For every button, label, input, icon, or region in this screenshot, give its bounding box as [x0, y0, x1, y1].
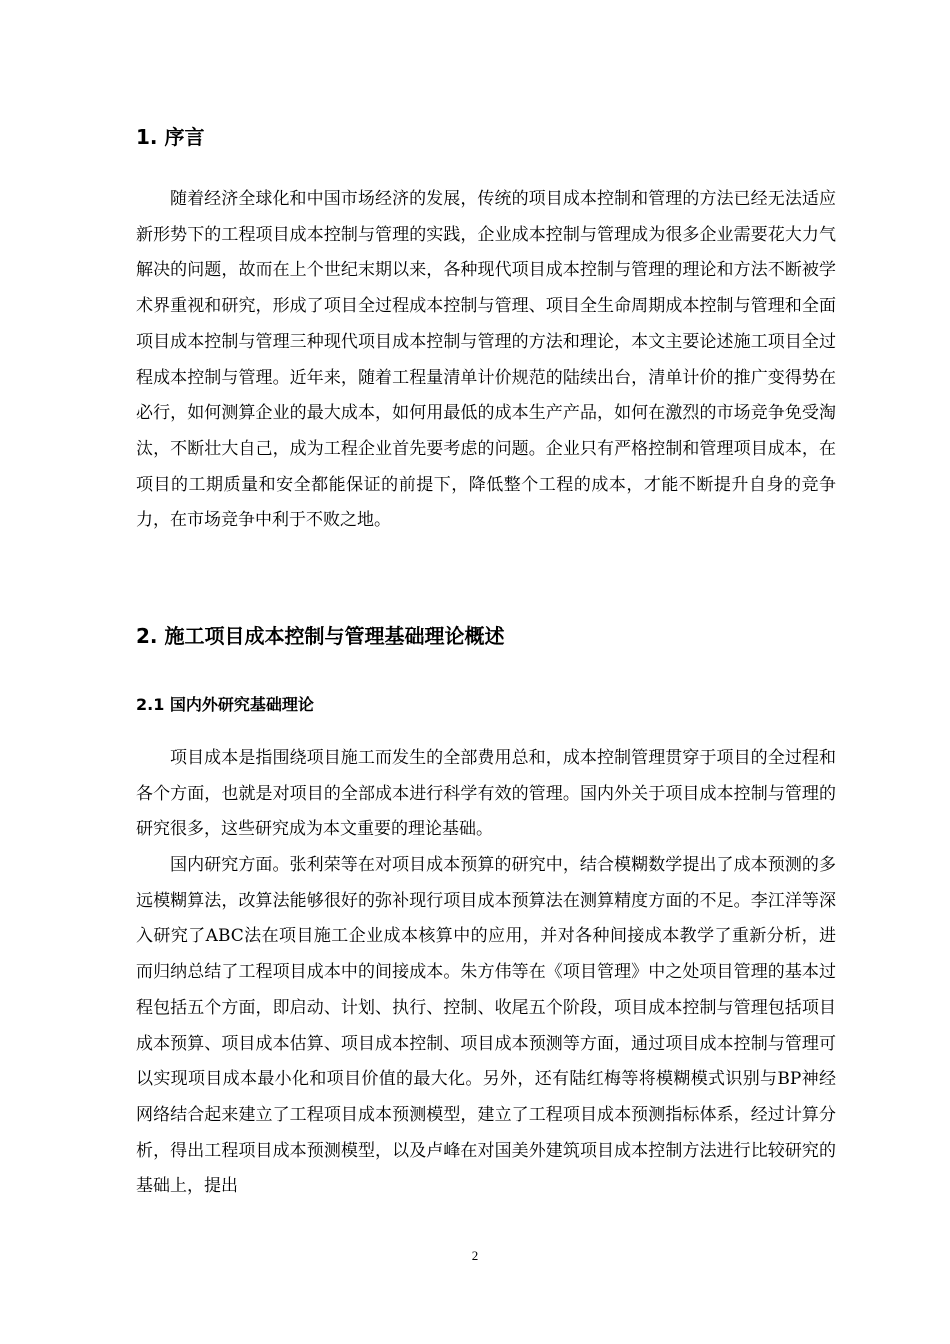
paragraph-project-cost-definition: 项目成本是指围绕项目施工而发生的全部费用总和，成本控制管理贯穿于项目的全过程和各个方面，也就是对项目的全部成本进行科学有效的管理。国内外关于项目成本控制与管理的研究很多，这些研究成为本文重要的理论基础。 — [136, 748, 836, 840]
paragraph-preface: 随着经济全球化和中国市场经济的发展，传统的项目成本控制和管理的方法已经无法适应新形势下的工程项目成本控制与管理的实践，企业成本控制与管理成为很多企业需要花大力气解决的问题，故而在上个世纪末期以来，各种现代项目成本控制与管理的理论和方法不断被学术界重视和研究，形成了项目全过程成本控制与管理、项目全生命周期成本控制与管理和全面项目成本控制与管理三种现代项目成本控制与管理的方法和理论，本文主要论述施工项目全过程成本控制与管理。近年来，随着工程量清单计价规范的陆续出台，清单计价的推广变得势在必行，如何测算企业的最大成本，如何用最低的成本生产产品，如何在激烈的市场竞争免受淘汰，不断壮大自己，成为工程企业首先要考虑的问题。企业只有严格控制和管理项目成本，在项目的工期质量和安全都能保证的前提下，降低整个工程的成本，才能不断提升自身的竞争力，在市场竞争中利于不败之地。 — [136, 189, 836, 531]
subsection-heading-research-basis: 2.1 国内外研究基础理论 — [136, 695, 314, 714]
paragraph-domestic-research: 国内研究方面。张利荣等在对项目成本预算的研究中，结合模糊数学提出了成本预测的多远模糊算法，改算法能够很好的弥补现行项目成本预算法在测算精度方面的不足。李江洋等深入研究了ABC法在项目施工企业成本核算中的应用，并对各种间接成本教学了重新分析，进而归纳总结了工程项目成本中的间接成本。朱方伟等在《项目管理》中之处项目管理的基本过程包括五个方面，即启动、计划、执行、控制、收尾五个阶段，项目成本控制与管理包括项目成本预算、项目成本估算、项目成本控制、项目成本预测等方面，通过项目成本控制与管理可以实现项目成本最小化和项目价值的最大化。另外，还有陆红梅等将模糊模式识别与BP神经网络结合起来建立了工程项目成本预测模型，建立了工程项目成本预测指标体系，经过计算分析，得出工程项目成本预测模型，以及卢峰在对国美外建筑项目成本控制方法进行比较研究的基础上，提出 — [136, 855, 836, 1197]
section-heading-preface: 1. 序言 — [136, 125, 205, 149]
section-heading-theory-overview: 2. 施工项目成本控制与管理基础理论概述 — [136, 624, 505, 648]
page-number: 2 — [471, 1248, 479, 1263]
